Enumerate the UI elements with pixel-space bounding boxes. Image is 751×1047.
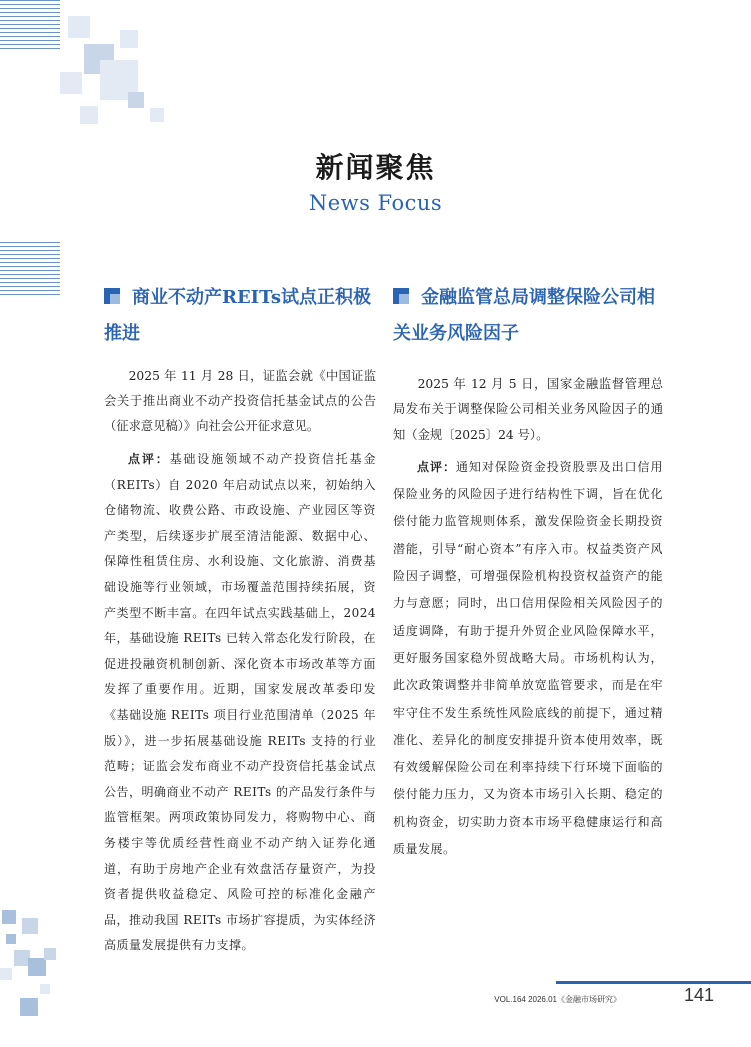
footer-rule [556, 981, 751, 984]
right-article-comment [393, 454, 663, 863]
left-article-heading [104, 280, 376, 352]
right-article-comment-text: 通知对保险资金投资股票及出口信用保险业务的风险因子进行结构性下调，旨在优化偿付能力监管规则体系，激发保险资金长期投资潜能，引导“耐心资本”有序入市。权益类资产风险因子调整，可增强保险机构投资权益资产的能力与意愿；同时，出口信用保险相关风险因子的适度调降，有助于提升外贸企业风险保障水平，更好服务国家稳外贸战略大局。市场机构认为，此次政策调整并非简单放宽监管要求，而是在牢牢守住不发生系统性风险底线的前提下，通过精准化、差异化的制度安排提升资本使用效率，既有效缓解保险公司在利率持续下行环境下面临的偿付能力压力，又为资本市场引入长期、稳定的机构资金，切实助力资本市场平稳健康运行和高质量发展。 [393, 459, 663, 857]
left-article-title: 商业不动产REITs试点正积极推进 [104, 287, 371, 344]
left-article-body: 2025 年 11 月 28 日，证监会就《中国证监会关于推出商业不动产投资信托基金试点的公告（征求意见稿）》向社会公开征求意见。 [104, 369, 376, 433]
comment-label: 点评： [417, 459, 456, 474]
journal-info: VOL.164 2026.01《金融市场研究》 [494, 995, 621, 1004]
decorative-lines-top [0, 0, 60, 52]
left-article-comment-text: 基础设施领域不动产投资信托基金（REITs）自 2020 年启动试点以来，初始纳入仓储物流、收费公路、市政设施、产业园区等资产类型，后续逐步扩展至清洁能源、数据中心、保障性租赁住房、水利设施、文化旅游、消费基础设施等行业领域，市场覆盖范围持续拓展，资产类型不断丰富。在四年试点实践基础上，2024 年，基础设施 REITs 已转入常态化发行阶段，在促进投融资机制创新、深化资本市场改革等方面发挥了重要作用。近期，国家发展改革委印发《基础设施 REITs 项目行业范围清单（2025 年版）》，进一步拓展基础设施 REITs 支持的行业范畴；证监会发布商业不动产投资信托基金试点公告，明确商业不动产 REITs 的产品发行条件与监管框架。两项政策协同发力，将购物中心、商务楼宇等优质经营性商业不动产纳入证券化通道，有助于房地产企业有效盘活存量资产，为投资者提供收益稳定、风险可控的标准化金融产品，推动我国 REITs 市场扩容提质，为实体经济高质量发展提供有力支撑。 [104, 452, 376, 953]
decorative-lines-bottom [0, 242, 60, 298]
section-title-en: News Focus [308, 191, 443, 215]
left-article-comment [104, 447, 376, 959]
section-title-cn: 新闻聚焦 [315, 151, 436, 184]
right-article-body: 2025 年 12 月 5 日，国家金融监督管理总局发布关于调整保险公司相关业务风险因子的通知（金规〔2025〕24 号）。 [393, 377, 663, 442]
right-article-title: 金融监管总局调整保险公司相关业务风险因子 [393, 287, 655, 344]
square-bullet-icon [393, 288, 409, 304]
right-article [393, 280, 663, 863]
comment-label: 点评： [128, 452, 170, 466]
square-bullet-icon [104, 288, 120, 304]
left-article [104, 280, 376, 959]
page-number: 141 [684, 985, 715, 1005]
right-article-heading [393, 280, 663, 352]
